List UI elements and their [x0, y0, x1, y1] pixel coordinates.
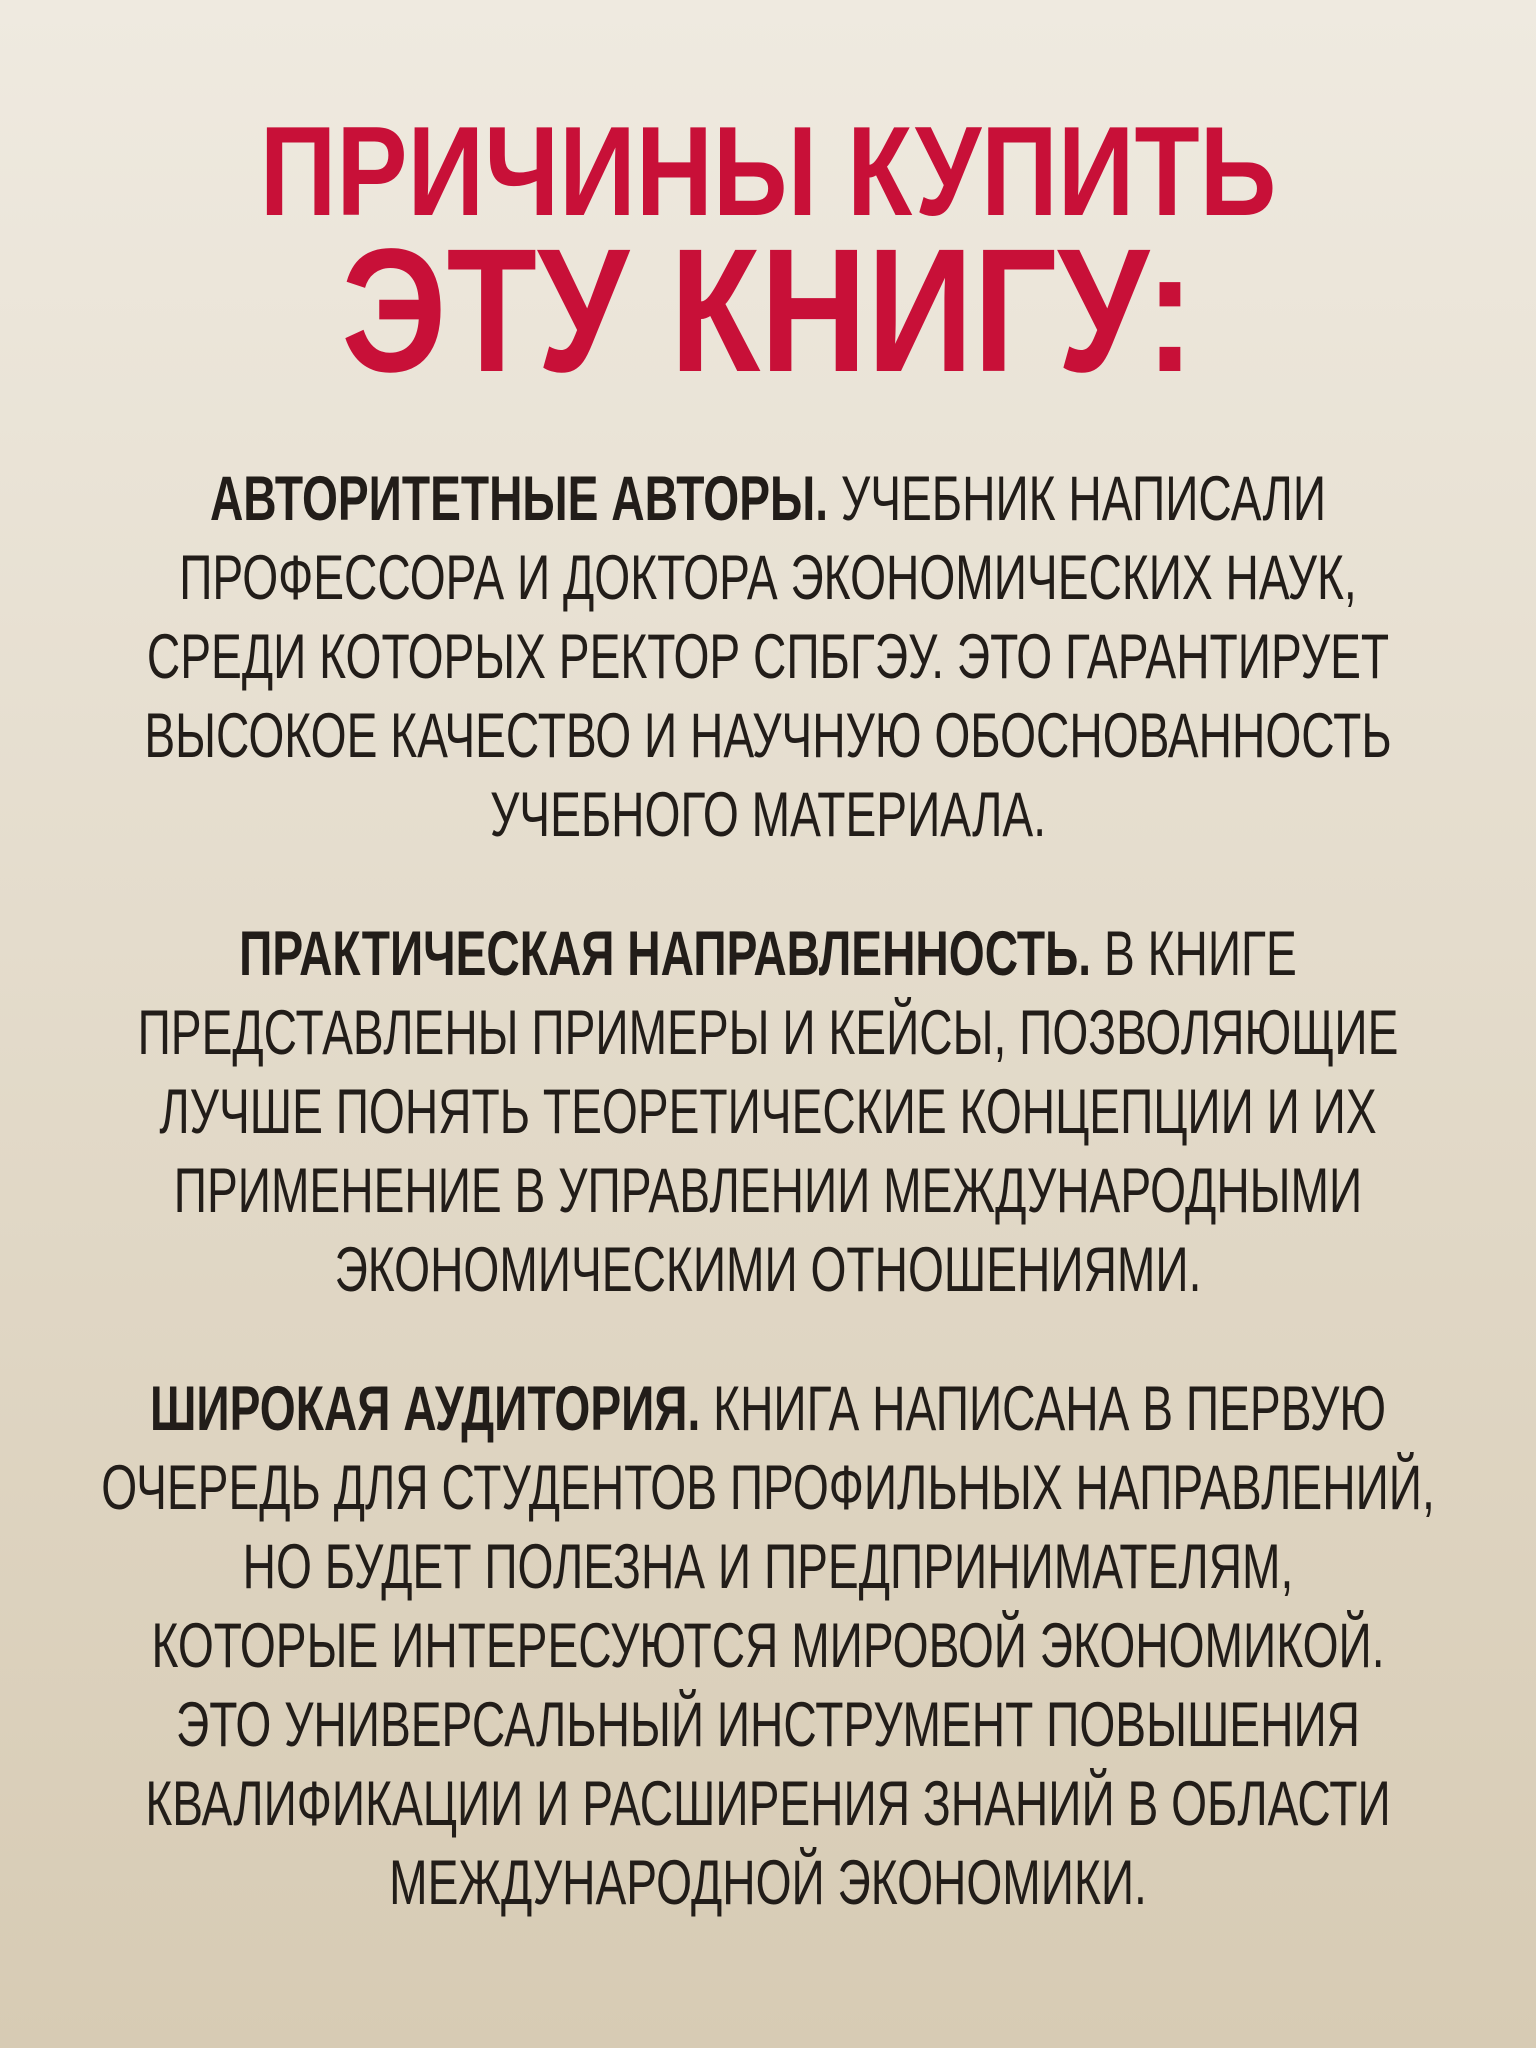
reason-text-line: СРЕДИ КОТОРЫХ РЕКТОР СПБГЭУ. ЭТО ГАРАНТИРУЕТ — [146, 622, 1390, 692]
reason-text-line: УЧЕБНОГО МАТЕРИАЛА. — [489, 780, 1047, 850]
reason-text: КНИГА НАПИСАНА В ПЕРВУЮ — [713, 1374, 1386, 1444]
reason-first-line — [6, 915, 1531, 994]
reason-practical-focus — [6, 915, 1531, 1310]
reason-text-line: ЭТО УНИВЕРСАЛЬНЫЙ ИНСТРУМЕНТ ПОВЫШЕНИЯ — [175, 1690, 1361, 1760]
reason-text-line: ПРИМЕНЕНИЕ В УПРАВЛЕНИИ МЕЖДУНАРОДНЫМИ — [173, 1156, 1363, 1226]
reason-wide-audience — [6, 1370, 1531, 1923]
reasons-list — [6, 460, 1531, 1923]
reason-text-line: ВЫСОКОЕ КАЧЕСТВО И НАУЧНУЮ ОБОСНОВАННОСТЬ — [144, 701, 1392, 771]
reason-text-line: КОТОРЫЕ ИНТЕРЕСУЮТСЯ МИРОВОЙ ЭКОНОМИКОЙ. — [151, 1611, 1385, 1681]
reason-heading: АВТОРИТЕТНЫЕ АВТОРЫ. — [209, 464, 829, 534]
reason-first-line — [6, 1370, 1531, 1449]
reason-text-line: ПРЕДСТАВЛЕНЫ ПРИМЕРЫ И КЕЙСЫ, ПОЗВОЛЯЮЩИЕ — [137, 998, 1399, 1068]
reason-text: В КНИГЕ — [1103, 919, 1297, 989]
reason-text-line: МЕЖДУНАРОДНОЙ ЭКОНОМИКИ. — [389, 1848, 1147, 1918]
reason-heading: ПРАКТИЧЕСКАЯ НАПРАВЛЕННОСТЬ. — [239, 919, 1092, 989]
headline — [12, 100, 1524, 409]
reason-text-line: ЛУЧШЕ ПОНЯТЬ ТЕОРЕТИЧЕСКИЕ КОНЦЕПЦИИ И ИХ — [159, 1077, 1377, 1147]
reason-authors — [6, 460, 1531, 855]
reason-text-line: КВАЛИФИКАЦИИ И РАСШИРЕНИЯ ЗНАНИЙ В ОБЛАСТИ — [145, 1769, 1391, 1839]
reason-text-line: ЭКОНОМИЧЕСКИМИ ОТНОШЕНИЯМИ. — [334, 1235, 1202, 1305]
reason-text-line: ПРОФЕССОРА И ДОКТОРА ЭКОНОМИЧЕСКИХ НАУК, — [179, 543, 1357, 613]
reason-heading: ШИРОКАЯ АУДИТОРИЯ. — [150, 1374, 701, 1444]
reason-text: УЧЕБНИК НАПИСАЛИ — [840, 464, 1327, 534]
headline-line-1: ПРИЧИНЫ КУПИТЬ — [259, 100, 1277, 242]
reason-text-line: НО БУДЕТ ПОЛЕЗНА И ПРЕДПРИНИМАТЕЛЯМ, — [242, 1532, 1294, 1602]
reason-text-line: ОЧЕРЕДЬ ДЛЯ СТУДЕНТОВ ПРОФИЛЬНЫХ НАПРАВЛЕНИЙ, — [101, 1453, 1435, 1523]
headline-line-2: ЭТУ КНИГУ: — [341, 213, 1195, 409]
reason-first-line — [6, 460, 1531, 539]
